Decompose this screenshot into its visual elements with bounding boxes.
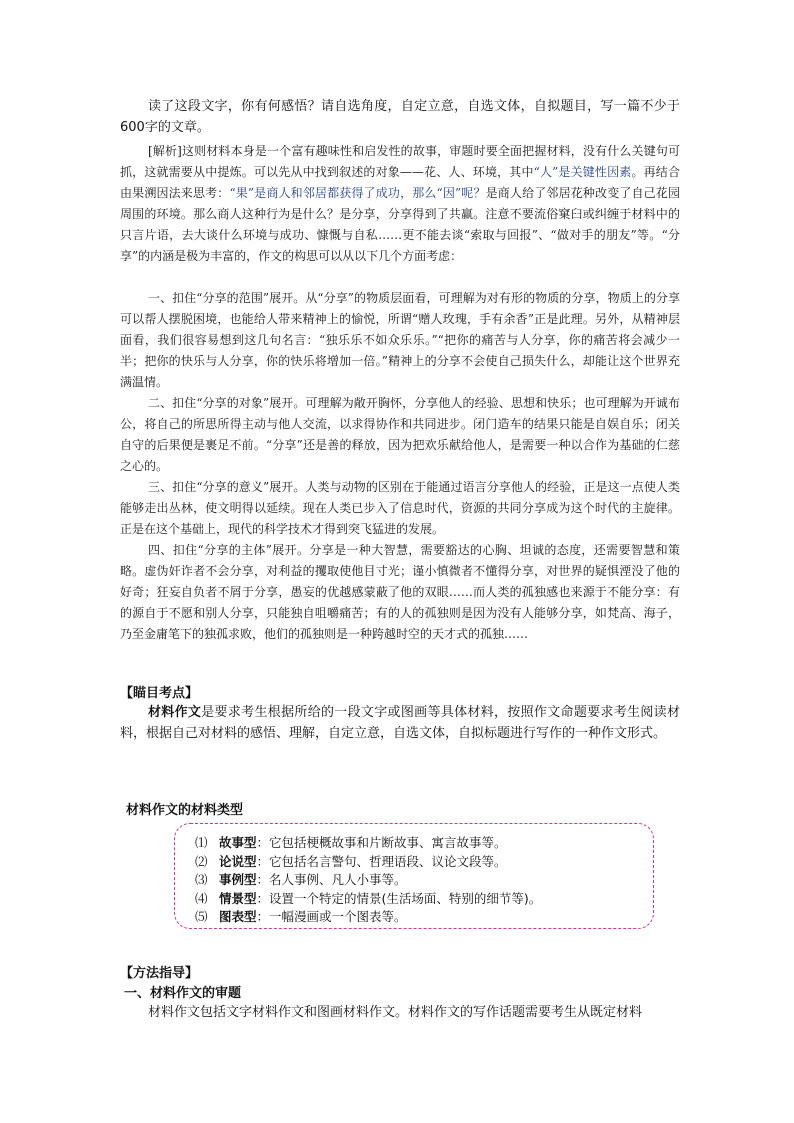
analysis-text-b: 。再结合由果溯因法来思考： [120, 165, 680, 200]
intro-paragraph: 读了这段文字，你有何感悟？请自选角度，自定立意，自选文体，自拟题目，写一篇不少于600字的文章。 [120, 99, 680, 135]
item-description: ：它包括梗概故事和片断故事、寓言故事等。 [256, 835, 507, 850]
material-type-item [195, 853, 653, 872]
exam-definition: 是要求考生根据所给的一段文字或图画等具体材料，按照作文命题要求考生阅读材料，根据自己对材料的感悟、理解，自定立意，自选文体，自拟标题进行写作的一种作文形式。 [120, 705, 680, 741]
material-type-item [195, 834, 653, 853]
analysis-paragraph-4: 三、扣住“分享的意义”展开。人类与动物的区别在于能通过语言分享他人的经验，正是这一点使人类能够走出丛林，使文明得以延续。现在人类已步入了信息时代，资源的共同分享成为这个时代的主旋律。正是在这个基础上，现代的科学技术才得到突飞猛进的发展。 [120, 480, 680, 536]
analysis-highlight-2: “果”是商人和邻居都获得了成功，那么“因”呢？ [229, 186, 486, 200]
item-number: ⑴ [195, 835, 208, 850]
material-types-box [174, 823, 654, 929]
material-types-heading: 材料作文的材料类型 [126, 803, 244, 818]
item-term: 图表型 [219, 909, 257, 924]
analysis-paragraph-5: 四、扣住“分享的主体”展开。分享是一种大智慧，需要豁达的心胸、坦诚的态度，还需要智慧和策略。虚伪奸诈者不会分享，对利益的攫取使他目寸光；谨小慎微者不懂得分享，对世界的疑惧湮没了他的好奇；狂妄自负者不屑于分享，愚妄的优越感蒙蔽了他的双眼……而人类的孤独感也来源于不能分享：有的源自于不愿和别人分享，只能独自咀嚼痛苦；有的人的孤独则是因为没有人能够分享，如梵高、海子，乃至金庸笔下的独孤求败，他们的孤独则是一种跨越时空的天才式的孤独…… [120, 543, 680, 641]
exam-term: 材料作文 [148, 705, 202, 720]
analysis-paragraph-2: 一、扣住“分享的范围”展开。从“分享”的物质层面看，可理解为对有形的物质的分享，物质上的分享可以帮人摆脱困境，也能给人带来精神上的愉悦，所谓“赠人玫瑰，手有余香”正是此理。另外，从精神层面看，我们很容易想到这几句名言：“独乐乐不如众乐乐。”“把你的痛苦与人分享，你的痛苦将会减少一半；把你的快乐与人分享，你的快乐将增加一倍。”精神上的分享不会使自己损失什么，却能让这个世界充满温情。 [120, 291, 680, 389]
exam-points-paragraph [120, 702, 680, 744]
method-heading: 【方法指导】 [120, 966, 199, 981]
item-term: 情景型 [219, 890, 257, 906]
item-description: ：设置一个特定的情景(生活场面、特别的细节等)。 [256, 890, 542, 906]
method-paragraph: 材料作文包括文字材料作文和图画材料作文。材料作文的写作话题需要考生从既定材料 [148, 1005, 643, 1020]
analysis-text-a: [解析]这则材料本身是一个富有趣味性和启发性的故事，审题时要全面把握材料，没有什么关键句可抓，这就需要从中提炼。可以先从中找到叙述的对象——花、人、环境，其中 [120, 144, 680, 179]
item-term: 论说型 [219, 853, 257, 869]
analysis-highlight-1: “人”是关键性因素 [533, 165, 632, 179]
method-subheading: 一、材料作文的审题 [124, 986, 242, 1001]
analysis-paragraph-3: 二、扣住“分享的对象”展开。可理解为敞开胸怀，分享他人的经验、思想和快乐；也可理解为开诚布公，将自己的所思所得主动与他人交流，以求得协作和共同进步。闭门造车的结果只能是自娱自乐；闭关自守的后果便是裹足不前。“分享”还是善的释放，因为把欢乐献给他人，是需要一种以合作为基础的仁慈之心的。 [120, 396, 680, 473]
item-number: ⑸ [195, 909, 208, 924]
item-number: ⑷ [195, 890, 208, 906]
item-term: 事例型 [219, 872, 257, 887]
exam-points-heading: 【瞄目考点】 [120, 686, 199, 701]
item-number: ⑵ [195, 853, 208, 869]
item-term: 故事型 [219, 835, 257, 850]
material-type-item [195, 908, 653, 927]
item-number: ⑶ [195, 872, 208, 887]
item-description: ：名人事例、凡人小事等。 [256, 872, 407, 887]
material-type-item [195, 890, 653, 909]
item-description: ：一幅漫画或一个图表等。 [256, 909, 407, 924]
material-type-item [195, 871, 653, 890]
analysis-text-c: 是商人给了邻居花种改变了自己花园周围的环境。那么商人这种行为是什么？是分享，分享得到了共赢。注意不要流俗窠臼或纠缠于材料中的只言片语，去大谈什么环境与成功、慷慨与自私……更不能去谈“索取与回报”、“做对手的朋友”等。“分享”的内涵是极为丰富的，作文的构思可以从以下几个方面考虑： [120, 186, 680, 263]
analysis-paragraph-1 [120, 141, 680, 267]
item-description: ：它包括名言警句、哲理语段、议论文段等。 [256, 853, 507, 869]
